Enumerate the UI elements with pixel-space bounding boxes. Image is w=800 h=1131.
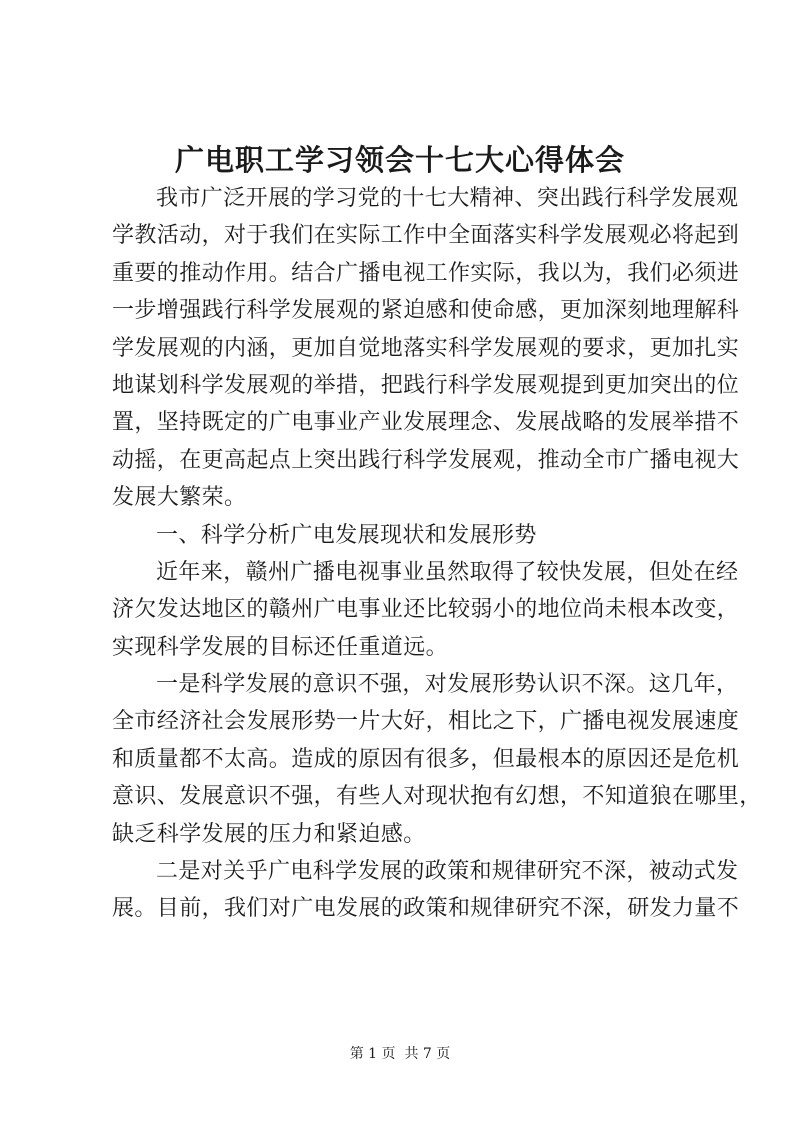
paragraph-line: 重要的推动作用。结合广播电视工作实际，我以为，我们必须进 bbox=[112, 260, 740, 286]
paragraph-line: 实现科学发展的目标还任重道远。 bbox=[112, 634, 449, 660]
paragraph-line: 置，坚持既定的广电事业产业发展理念、发展战略的发展举措不 bbox=[112, 410, 740, 436]
paragraph-line: 地谋划科学发展观的举措，把践行科学发展观提到更加突出的位 bbox=[112, 372, 740, 398]
page-footer: 第 1 页 共 7 页 bbox=[349, 1046, 451, 1062]
document-title: 广电职工学习领会十七大心得体会 bbox=[174, 143, 625, 177]
paragraph-line: 我市广泛开展的学习党的十七大精神、突出践行科学发展观 bbox=[156, 186, 739, 211]
paragraph-line: 发展大繁荣。 bbox=[112, 485, 247, 511]
paragraph-line: 近年来，赣州广播电视事业虽然取得了较快发展，但处在经 bbox=[156, 559, 739, 585]
paragraph-line: 动摇，在更高起点上突出践行科学发展观，推动全市广播电视大 bbox=[112, 447, 740, 473]
paragraph-line: 和质量都不太高。造成的原因有很多，但最根本的原因还是危机 bbox=[112, 746, 740, 772]
paragraph-line: 一步增强践行科学发展观的紧迫感和使命感，更加深刻地理解科 bbox=[112, 298, 740, 324]
paragraph-line: 展。目前，我们对广电发展的政策和规律研究不深，研发力量不 bbox=[112, 896, 740, 922]
paragraph-line: 济欠发达地区的赣州广电事业还比较弱小的地位尚未根本改变， bbox=[112, 597, 740, 623]
document-body bbox=[112, 180, 762, 928]
paragraph-line: 意识、发展意识不强，有些人对现状抱有幻想，不知道狼在哪里， bbox=[112, 784, 762, 810]
paragraph-line: 缺乏科学发展的压力和紧迫感。 bbox=[112, 821, 426, 847]
paragraph-line: 学发展观的内涵，更加自觉地落实科学发展观的要求，更加扎实 bbox=[112, 335, 740, 361]
paragraph-line: 二是对关乎广电科学发展的政策和规律研究不深，被动式发 bbox=[156, 859, 739, 885]
paragraph-line: 一是科学发展的意识不强，对发展形势认识不深。这几年， bbox=[156, 672, 739, 698]
paragraph-line: 全市经济社会发展形势一片大好，相比之下，广播电视发展速度 bbox=[112, 709, 740, 735]
paragraph-line: 学教活动，对于我们在实际工作中全面落实科学发展观必将起到 bbox=[112, 223, 740, 249]
section-heading: 一、科学分析广电发展现状和发展形势 bbox=[156, 522, 537, 548]
